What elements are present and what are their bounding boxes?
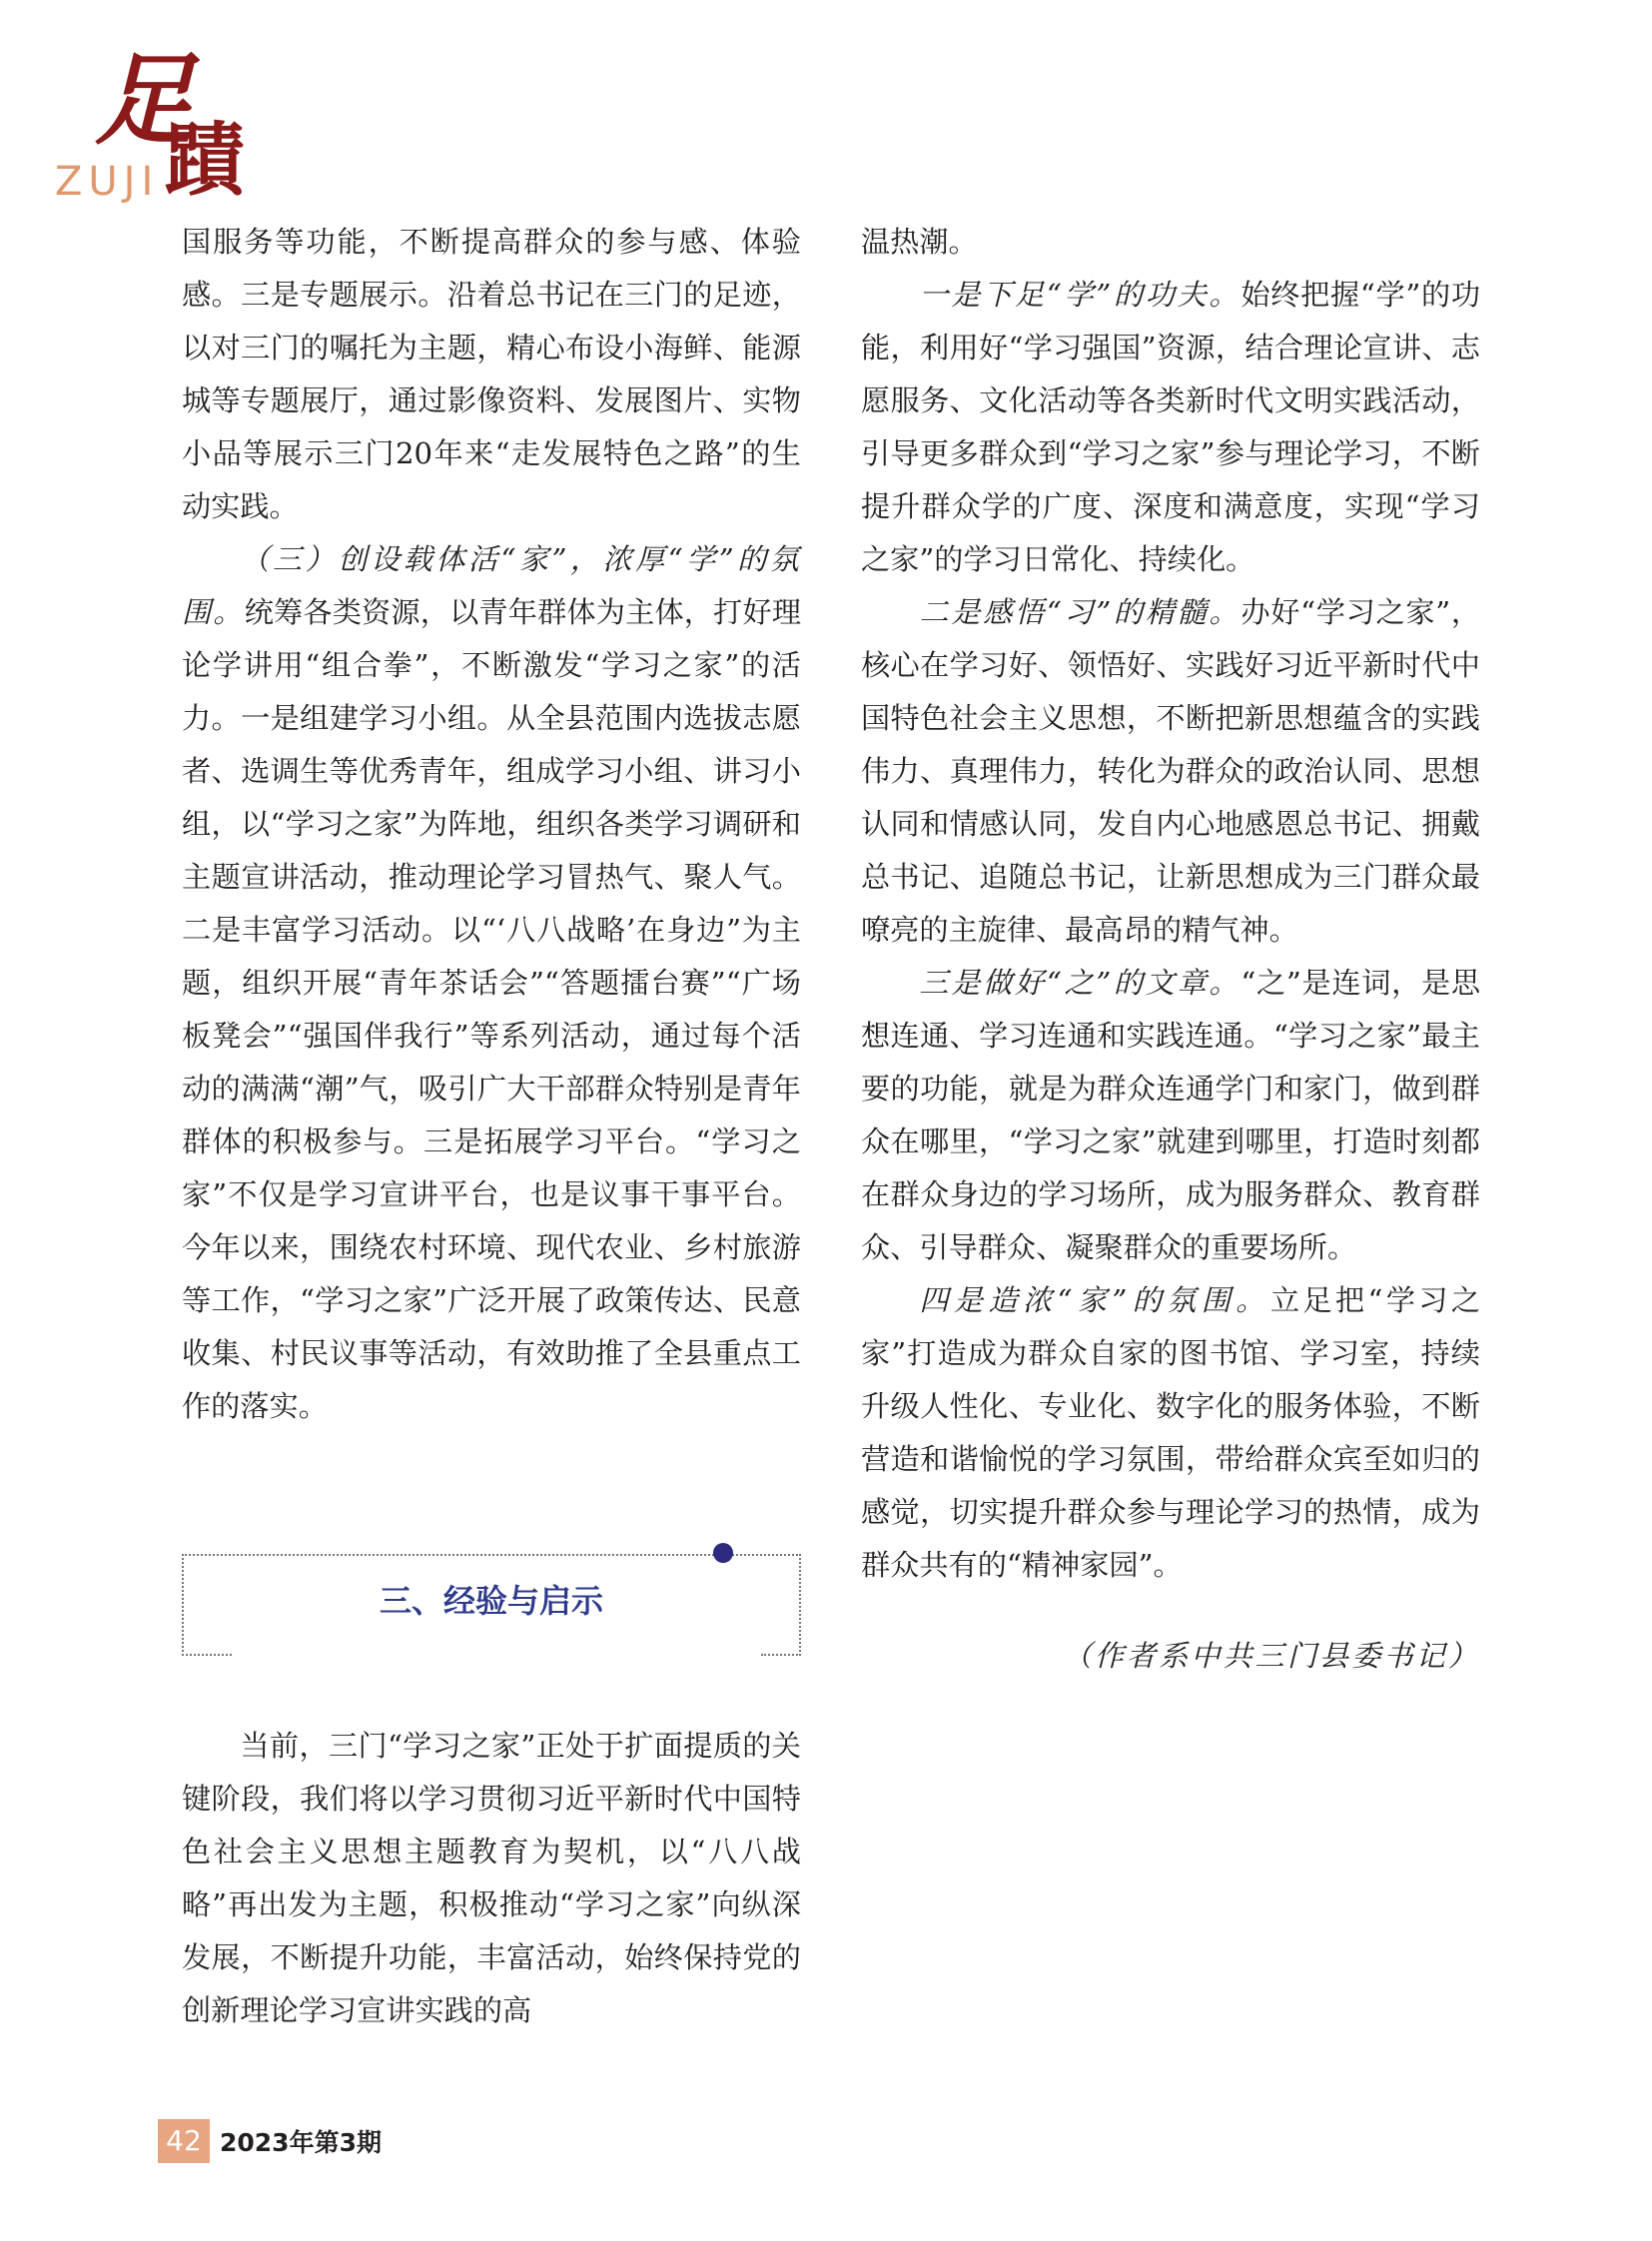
logo-char-zu: 足 xyxy=(95,41,195,159)
left-column-bottom xyxy=(182,1720,801,2037)
logo-latin: ZUJI xyxy=(55,159,160,205)
issue-label: 2023年第3期 xyxy=(220,2128,382,2157)
paragraph-body: 统筹各类资源，以青年群体为主体，打好理论学讲用“组合拳”，不断激发“学习之家”的活力。一是组建学习小组。从全县范围内选拔志愿者、选调生等优秀青年，组成学习小组、讲习小组，以“学习之家”为阵地，组织各类学习调研和主题宣讲活动，推动理论学习冒热气、聚人气。二是丰富学习活动。以“‘八八战略’在身边”为主题，组织开展“青年茶话会”“答题擂台赛”“广场板凳会”“强国伴我行”等系列活动，通过每个活动的满满“潮”气，吸引广大干部群众特别是青年群体的积极参与。三是拓展学习平台。“学习之家”不仅是学习宣讲平台，也是议事干事平台。今年以来，围绕农村环境、现代农业、乡村旅游等工作，“学习之家”广泛开展了政策传达、民意收集、村民议事等活动，有效助推了全县重点工作的落实。 xyxy=(182,595,802,1423)
right-column xyxy=(861,216,1480,1683)
box-border-top xyxy=(182,1554,801,1556)
paragraph: 温热潮。 xyxy=(861,225,978,259)
section-title: 三、经验与启示 xyxy=(379,1582,603,1620)
paragraph-body: 办好“学习之家”，核心在学习好、领悟好、实践好习近平新时代中国特色社会主义思想，不断把新思想蕴含的实践伟力、真理伟力，转化为群众的政治认同、思想认同和情感认同，发自内心地感恩总书记、拥戴总书记、追随总书记，让新思想成为三门群众最嘹亮的主旋律、最高昂的精气神。 xyxy=(861,595,1481,947)
box-border-bottom-right xyxy=(761,1654,801,1656)
page-number: 42 xyxy=(158,2119,210,2163)
paragraph: 国服务等功能，不断提高群众的参与感、体验感。三是专题展示。沿着总书记在三门的足迹，以对三门的嘱托为主题，精心布设小海鲜、能源城等专题展厅，通过影像资料、发展图片、实物小品等展示三门20年来“走发展特色之路”的生动实践。 xyxy=(182,225,801,523)
paragraph: 当前，三门“学习之家”正处于扩面提质的关键阶段，我们将以学习贯彻习近平新时代中国特色社会主义思想主题教育为契机，以“八八战略”再出发为主题，积极推动“学习之家”向纵深发展，不断提升功能，丰富活动，始终保持党的创新理论学习宣讲实践的高 xyxy=(182,1729,801,2027)
section-heading-box xyxy=(182,1554,801,1656)
paragraph-lead: 二是感悟“习”的精髓。 xyxy=(919,595,1241,629)
logo-char-ji: 蹟 xyxy=(165,113,245,207)
paragraph-body: “之”是连词，是思想连通、学习连通和实践连通。“学习之家”最主要的功能，就是为群众连通学门和家门，做到群众在哪里，“学习之家”就建到哪里，打造时刻都在群众身边的学习场所，成为服务群众、教育群众、引导群众、凝聚群众的重要场所。 xyxy=(861,966,1481,1264)
paragraph xyxy=(861,586,1480,957)
paragraph xyxy=(182,533,801,1433)
magazine-logo xyxy=(55,41,255,207)
decorative-dot xyxy=(713,1543,733,1563)
paragraph-lead: 四是造浓“家”的氛围。 xyxy=(919,1283,1270,1317)
paragraph-body: 立足把“学习之家”打造成为群众自家的图书馆、学习室，持续升级人性化、专业化、数字化的服务体验，不断营造和谐愉悦的学习氛围，带给群众宾至如归的感觉，切实提升群众参与理论学习的热情，成为群众共有的“精神家园”。 xyxy=(861,1283,1481,1582)
paragraph xyxy=(861,1274,1480,1592)
paragraph-lead: 一是下足“学”的功夫。 xyxy=(919,278,1241,312)
author-signature: （作者系中共三门县委书记） xyxy=(1062,1639,1480,1673)
paragraph-lead: （三）创设载体活“家”，浓厚“学”的氛围。 xyxy=(182,542,801,629)
left-column xyxy=(182,216,801,1433)
box-border-bottom-left xyxy=(182,1654,232,1656)
paragraph-body: 始终把握“学”的功能，利用好“学习强国”资源，结合理论宣讲、志愿服务、文化活动等各类新时代文明实践活动，引导更多群众到“学习之家”参与理论学习，不断提升群众学的广度、深度和满意度，实现“学习之家”的学习日常化、持续化。 xyxy=(861,278,1481,576)
paragraph-lead: 三是做好“之”的文章。 xyxy=(919,966,1241,1000)
paragraph xyxy=(861,957,1480,1274)
paragraph xyxy=(861,269,1480,586)
